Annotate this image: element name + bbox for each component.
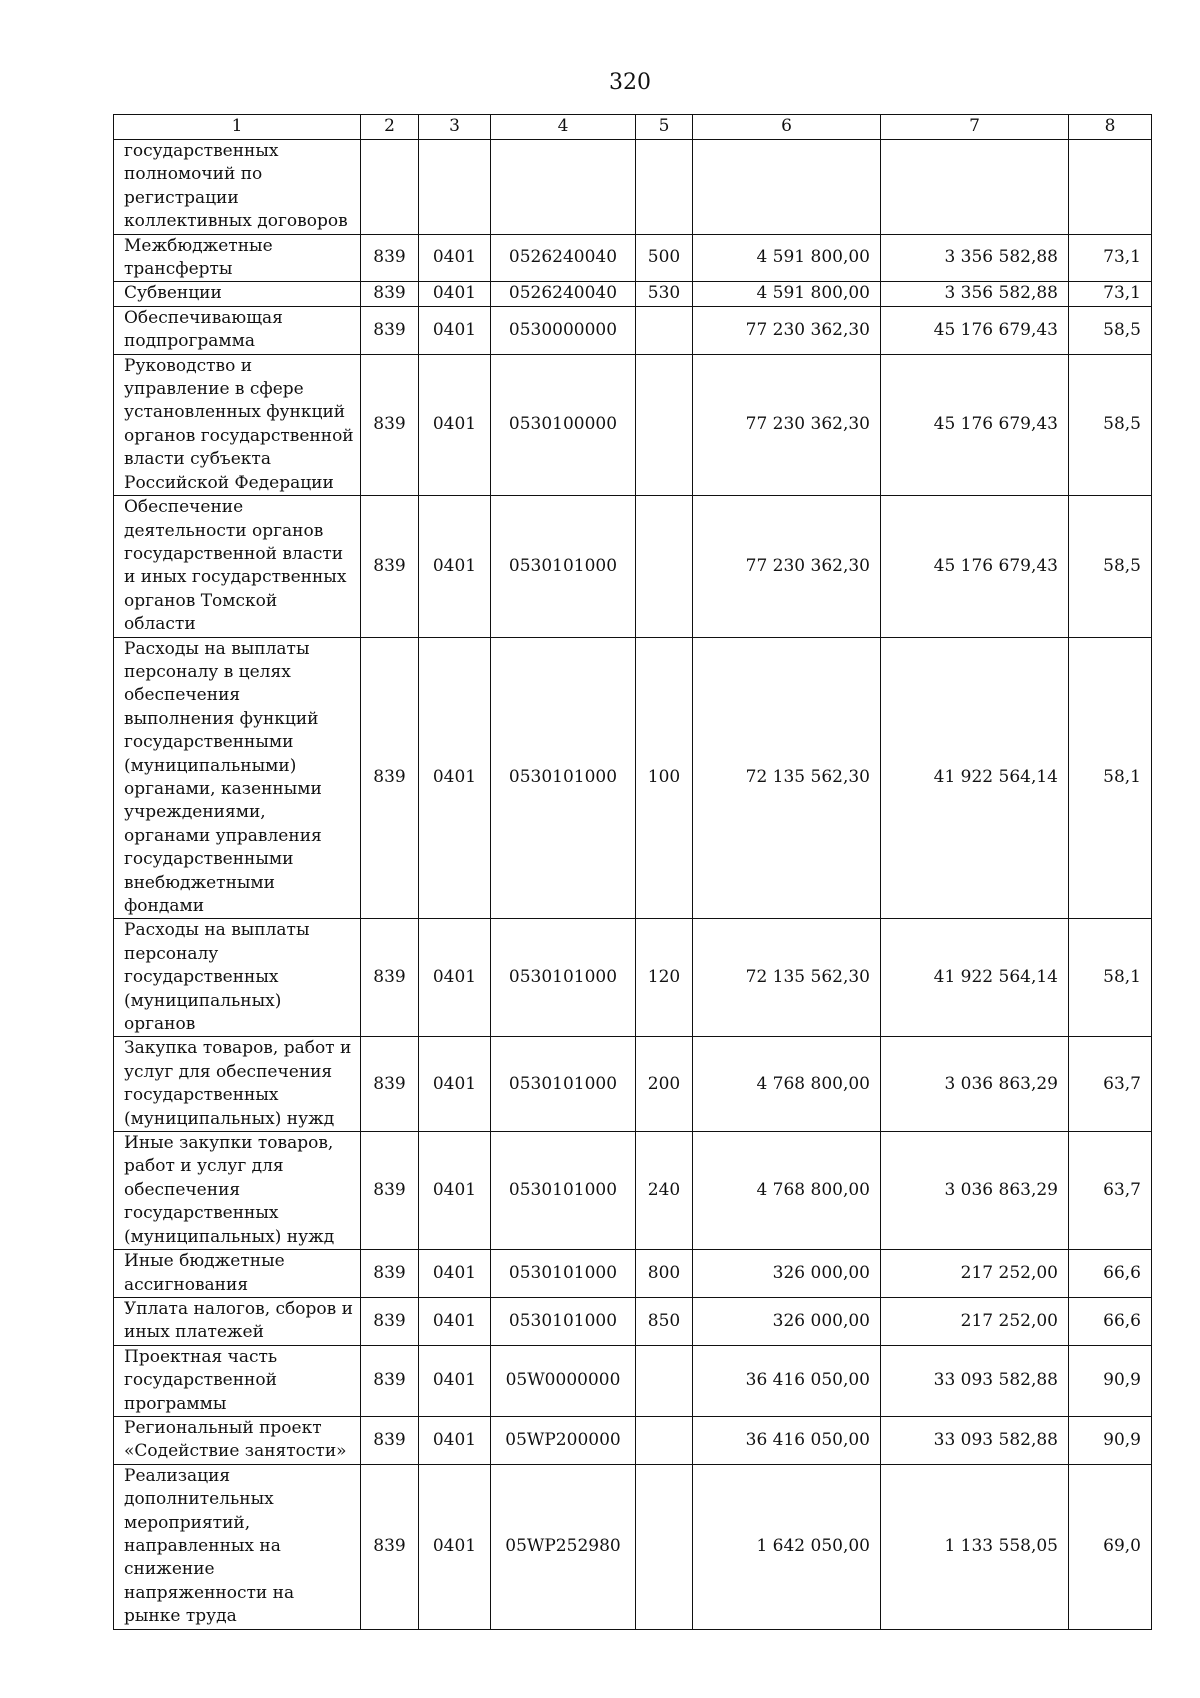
cell-plan-amount: 326 000,00 xyxy=(693,1297,881,1345)
table-body xyxy=(114,140,1152,1630)
cell-ministry-code: 839 xyxy=(361,234,419,282)
table-row xyxy=(114,1297,1152,1345)
table-row xyxy=(114,282,1152,306)
cell-description: Реализация дополнительных мероприятий, направленных на снижение напряженности на рынке труда xyxy=(114,1464,361,1629)
cell-expense-type xyxy=(636,306,693,354)
table-row xyxy=(114,496,1152,637)
cell-target-article: 05WP252980 xyxy=(491,1464,636,1629)
cell-actual-amount: 1 133 558,05 xyxy=(881,1464,1069,1629)
cell-actual-amount: 217 252,00 xyxy=(881,1297,1069,1345)
cell-percent: 58,5 xyxy=(1069,306,1152,354)
cell-description: Иные закупки товаров, работ и услуг для обеспечения государственных (муниципальных) нужд xyxy=(114,1132,361,1250)
cell-plan-amount: 1 642 050,00 xyxy=(693,1464,881,1629)
cell-section-code: 0401 xyxy=(419,1132,491,1250)
cell-ministry-code: 839 xyxy=(361,354,419,495)
column-header: 7 xyxy=(881,115,1069,140)
cell-percent: 69,0 xyxy=(1069,1464,1152,1629)
table-row xyxy=(114,1132,1152,1250)
cell-percent: 58,5 xyxy=(1069,496,1152,637)
cell-expense-type xyxy=(636,354,693,495)
cell-description: Руководство и управление в сфере установленных функций органов государственной власти субъекта Российской Федерации xyxy=(114,354,361,495)
cell-expense-type xyxy=(636,1345,693,1416)
cell-ministry-code: 839 xyxy=(361,1297,419,1345)
cell-description: Межбюджетные трансферты xyxy=(114,234,361,282)
cell-section-code: 0401 xyxy=(419,234,491,282)
cell-target-article: 0530101000 xyxy=(491,1132,636,1250)
cell-description: Обеспечение деятельности органов государственной власти и иных государственных органов Томской области xyxy=(114,496,361,637)
cell-description: Расходы на выплаты персоналу в целях обеспечения выполнения функций государственными (муниципальными) органами, казенными учреждениями, органами управления государственными внебюджетными фондами xyxy=(114,637,361,919)
cell-expense-type: 100 xyxy=(636,637,693,919)
cell-section-code: 0401 xyxy=(419,1464,491,1629)
cell-expense-type xyxy=(636,140,693,235)
column-header: 3 xyxy=(419,115,491,140)
cell-section-code: 0401 xyxy=(419,496,491,637)
cell-section-code: 0401 xyxy=(419,354,491,495)
cell-target-article: 0530101000 xyxy=(491,919,636,1037)
cell-description: Проектная часть государственной программы xyxy=(114,1345,361,1416)
cell-target-article: 05W0000000 xyxy=(491,1345,636,1416)
cell-section-code: 0401 xyxy=(419,1416,491,1464)
column-header: 8 xyxy=(1069,115,1152,140)
cell-plan-amount: 326 000,00 xyxy=(693,1250,881,1298)
cell-percent: 63,7 xyxy=(1069,1037,1152,1132)
cell-target-article: 0526240040 xyxy=(491,282,636,306)
table-row xyxy=(114,234,1152,282)
table-row xyxy=(114,919,1152,1037)
cell-description: Субвенции xyxy=(114,282,361,306)
cell-target-article: 0530101000 xyxy=(491,1037,636,1132)
cell-plan-amount: 4 768 800,00 xyxy=(693,1037,881,1132)
cell-plan-amount: 4 591 800,00 xyxy=(693,282,881,306)
cell-actual-amount: 45 176 679,43 xyxy=(881,496,1069,637)
column-header: 4 xyxy=(491,115,636,140)
cell-target-article: 0530101000 xyxy=(491,637,636,919)
cell-section-code: 0401 xyxy=(419,306,491,354)
cell-section-code: 0401 xyxy=(419,637,491,919)
cell-actual-amount: 41 922 564,14 xyxy=(881,919,1069,1037)
cell-target-article: 0530101000 xyxy=(491,1297,636,1345)
cell-target-article: 05WP200000 xyxy=(491,1416,636,1464)
cell-plan-amount: 72 135 562,30 xyxy=(693,919,881,1037)
column-header: 5 xyxy=(636,115,693,140)
cell-plan-amount: 77 230 362,30 xyxy=(693,306,881,354)
cell-ministry-code: 839 xyxy=(361,1132,419,1250)
page-number: 320 xyxy=(609,70,651,95)
cell-percent: 66,6 xyxy=(1069,1250,1152,1298)
cell-actual-amount: 3 036 863,29 xyxy=(881,1037,1069,1132)
cell-ministry-code: 839 xyxy=(361,1037,419,1132)
cell-actual-amount: 45 176 679,43 xyxy=(881,354,1069,495)
cell-ministry-code: 839 xyxy=(361,919,419,1037)
cell-description: Расходы на выплаты персоналу государственных (муниципальных) органов xyxy=(114,919,361,1037)
cell-expense-type: 240 xyxy=(636,1132,693,1250)
cell-ministry-code: 839 xyxy=(361,1250,419,1298)
cell-target-article: 0530100000 xyxy=(491,354,636,495)
column-header: 1 xyxy=(114,115,361,140)
cell-expense-type: 530 xyxy=(636,282,693,306)
cell-plan-amount xyxy=(693,140,881,235)
cell-section-code: 0401 xyxy=(419,919,491,1037)
cell-description: государственных полномочий по регистрации коллективных договоров xyxy=(114,140,361,235)
cell-percent: 58,1 xyxy=(1069,637,1152,919)
cell-plan-amount: 36 416 050,00 xyxy=(693,1416,881,1464)
cell-plan-amount: 77 230 362,30 xyxy=(693,496,881,637)
cell-percent: 63,7 xyxy=(1069,1132,1152,1250)
table-row xyxy=(114,1464,1152,1629)
cell-section-code: 0401 xyxy=(419,1037,491,1132)
cell-target-article: 0526240040 xyxy=(491,234,636,282)
cell-plan-amount: 72 135 562,30 xyxy=(693,637,881,919)
cell-expense-type: 200 xyxy=(636,1037,693,1132)
cell-ministry-code: 839 xyxy=(361,1464,419,1629)
cell-percent: 90,9 xyxy=(1069,1345,1152,1416)
cell-actual-amount: 33 093 582,88 xyxy=(881,1345,1069,1416)
cell-actual-amount: 45 176 679,43 xyxy=(881,306,1069,354)
cell-ministry-code xyxy=(361,140,419,235)
cell-ministry-code: 839 xyxy=(361,496,419,637)
cell-percent: 58,5 xyxy=(1069,354,1152,495)
cell-target-article: 0530101000 xyxy=(491,496,636,637)
cell-section-code: 0401 xyxy=(419,1250,491,1298)
cell-percent: 73,1 xyxy=(1069,282,1152,306)
cell-expense-type xyxy=(636,1464,693,1629)
budget-table xyxy=(113,114,1152,1630)
cell-description: Обеспечивающая подпрограмма xyxy=(114,306,361,354)
cell-actual-amount xyxy=(881,140,1069,235)
table-row xyxy=(114,1037,1152,1132)
column-header: 2 xyxy=(361,115,419,140)
table-row xyxy=(114,1345,1152,1416)
cell-description: Региональный проект «Содействие занятости» xyxy=(114,1416,361,1464)
cell-target-article: 0530101000 xyxy=(491,1250,636,1298)
table-row xyxy=(114,1250,1152,1298)
cell-section-code: 0401 xyxy=(419,1345,491,1416)
table-row xyxy=(114,140,1152,235)
cell-ministry-code: 839 xyxy=(361,282,419,306)
cell-actual-amount: 217 252,00 xyxy=(881,1250,1069,1298)
cell-percent: 90,9 xyxy=(1069,1416,1152,1464)
cell-percent: 58,1 xyxy=(1069,919,1152,1037)
cell-section-code: 0401 xyxy=(419,282,491,306)
cell-expense-type xyxy=(636,496,693,637)
cell-percent: 66,6 xyxy=(1069,1297,1152,1345)
cell-section-code xyxy=(419,140,491,235)
cell-actual-amount: 33 093 582,88 xyxy=(881,1416,1069,1464)
cell-actual-amount: 3 356 582,88 xyxy=(881,234,1069,282)
cell-ministry-code: 839 xyxy=(361,306,419,354)
cell-ministry-code: 839 xyxy=(361,1416,419,1464)
table-row xyxy=(114,1416,1152,1464)
cell-expense-type: 800 xyxy=(636,1250,693,1298)
cell-expense-type xyxy=(636,1416,693,1464)
column-header: 6 xyxy=(693,115,881,140)
cell-description: Иные бюджетные ассигнования xyxy=(114,1250,361,1298)
cell-plan-amount: 77 230 362,30 xyxy=(693,354,881,495)
cell-plan-amount: 4 591 800,00 xyxy=(693,234,881,282)
cell-actual-amount: 41 922 564,14 xyxy=(881,637,1069,919)
table-row xyxy=(114,637,1152,919)
cell-percent: 73,1 xyxy=(1069,234,1152,282)
cell-description: Уплата налогов, сборов и иных платежей xyxy=(114,1297,361,1345)
cell-plan-amount: 36 416 050,00 xyxy=(693,1345,881,1416)
table-row xyxy=(114,354,1152,495)
cell-percent xyxy=(1069,140,1152,235)
cell-target-article xyxy=(491,140,636,235)
cell-plan-amount: 4 768 800,00 xyxy=(693,1132,881,1250)
cell-target-article: 0530000000 xyxy=(491,306,636,354)
cell-expense-type: 120 xyxy=(636,919,693,1037)
cell-expense-type: 500 xyxy=(636,234,693,282)
table-row xyxy=(114,306,1152,354)
cell-section-code: 0401 xyxy=(419,1297,491,1345)
cell-ministry-code: 839 xyxy=(361,637,419,919)
cell-actual-amount: 3 036 863,29 xyxy=(881,1132,1069,1250)
cell-description: Закупка товаров, работ и услуг для обеспечения государственных (муниципальных) нужд xyxy=(114,1037,361,1132)
cell-expense-type: 850 xyxy=(636,1297,693,1345)
column-number-row xyxy=(114,115,1152,140)
cell-actual-amount: 3 356 582,88 xyxy=(881,282,1069,306)
cell-ministry-code: 839 xyxy=(361,1345,419,1416)
